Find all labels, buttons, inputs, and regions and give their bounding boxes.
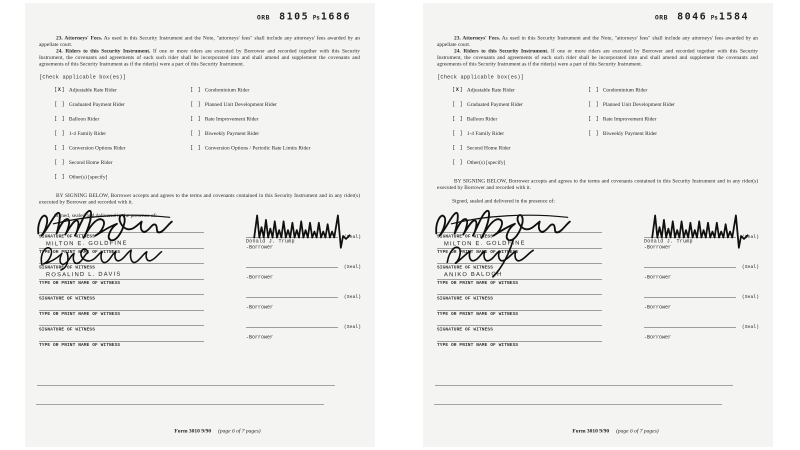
witness-field-label: TYPE OR PRINT NAME OF WITNESS bbox=[39, 280, 121, 286]
checkbox-close-bracket: ] bbox=[197, 116, 201, 122]
rider-option bbox=[190, 131, 375, 146]
witness-field bbox=[39, 224, 229, 240]
checkbox-close-bracket: ] bbox=[197, 87, 201, 93]
checkbox-close-bracket: ] bbox=[61, 159, 65, 166]
checkbox-open-bracket: [ bbox=[452, 101, 456, 108]
signature-area bbox=[437, 224, 759, 348]
rider-checkbox bbox=[54, 131, 65, 137]
checkbox-open-bracket: [ bbox=[54, 145, 58, 151]
checkbox-open-bracket: [ bbox=[190, 116, 194, 122]
rider-label: Biweekly Payment Rider bbox=[602, 130, 658, 137]
rider-row bbox=[452, 87, 773, 102]
witness-field bbox=[39, 286, 229, 302]
borrower-label: -Borrower bbox=[246, 335, 274, 341]
rider-option bbox=[190, 116, 375, 131]
checkbox-close-bracket: ] bbox=[61, 130, 65, 137]
rider-option bbox=[54, 116, 190, 131]
scanned-page-right bbox=[423, 3, 773, 447]
witness-field bbox=[39, 270, 229, 286]
witness-field-label: SIGNATURE OF WITNESS bbox=[39, 233, 96, 239]
seal-label: (Seal) bbox=[741, 324, 759, 330]
check-applicable-instruction: [Check applicable box(es)] bbox=[437, 74, 525, 81]
rider-label: Second Home Rider bbox=[466, 145, 511, 151]
rider-row bbox=[54, 131, 375, 146]
rider-option bbox=[452, 131, 588, 146]
borrower-field bbox=[644, 284, 759, 314]
checkbox-close-bracket: ] bbox=[459, 116, 463, 122]
seal-label: (Seal) bbox=[741, 234, 759, 240]
orb-label: ORB bbox=[654, 14, 669, 22]
rider-checkbox bbox=[452, 87, 463, 93]
checkbox-close-bracket: ] bbox=[595, 130, 599, 137]
rider-checkbox bbox=[452, 160, 463, 166]
witness-field-label: SIGNATURE OF WITNESS bbox=[437, 264, 494, 270]
rider-option bbox=[54, 87, 190, 102]
footer-page-count: (page 6 of 7 pages) bbox=[218, 428, 261, 434]
witness-field-label: SIGNATURE OF WITNESS bbox=[437, 233, 494, 239]
check-applicable-instruction: [Check applicable box(es)] bbox=[39, 74, 127, 81]
checkbox-open-bracket: [ bbox=[54, 116, 58, 122]
seal-label: (Seal) bbox=[343, 264, 361, 270]
section-24-paragraph bbox=[437, 48, 758, 68]
rider-row bbox=[54, 174, 375, 189]
rider-row bbox=[452, 160, 773, 175]
page-number: 1584 bbox=[718, 10, 749, 22]
seal-label: (Seal) bbox=[741, 264, 759, 270]
borrower-seal-line bbox=[246, 298, 338, 299]
rider-option bbox=[190, 87, 375, 102]
borrower-field bbox=[246, 284, 361, 314]
checkbox-open-bracket: [ bbox=[54, 101, 58, 108]
witness-field-label: SIGNATURE OF WITNESS bbox=[39, 264, 96, 270]
borrower-seal-line bbox=[246, 238, 338, 239]
rider-checkbox bbox=[588, 131, 599, 137]
borrower-seal-line bbox=[644, 298, 736, 299]
rider-label: Rate Improvement Rider bbox=[602, 116, 657, 122]
checkbox-open-bracket: [ bbox=[588, 130, 592, 137]
form-footer bbox=[458, 428, 773, 434]
borrower-seal-line bbox=[644, 238, 736, 239]
section-23-title: 23. Attorneys' Fees. bbox=[454, 35, 501, 41]
seal-label: (Seal) bbox=[343, 294, 361, 300]
witness-field bbox=[39, 317, 229, 333]
section-23-paragraph bbox=[437, 35, 758, 48]
checkbox-open-bracket: [ bbox=[54, 130, 58, 137]
page-slot-right bbox=[423, 3, 773, 447]
witness-field bbox=[437, 332, 627, 348]
rider-option bbox=[588, 102, 773, 117]
rider-label: Balloon Rider bbox=[466, 116, 498, 122]
rider-option bbox=[588, 131, 773, 146]
rider-label: Graduated Payment Rider bbox=[466, 101, 523, 108]
checkbox-close-bracket: ] bbox=[459, 101, 463, 108]
borrower-seal-line bbox=[644, 268, 736, 269]
witness-field bbox=[437, 286, 627, 302]
borrower-label: -Borrower bbox=[246, 245, 274, 251]
checkbox-open-bracket: [ bbox=[54, 159, 58, 166]
witness-field bbox=[437, 317, 627, 333]
checkbox-close-bracket: ] bbox=[595, 101, 599, 108]
rider-label: 1-4 Family Rider bbox=[466, 130, 504, 137]
page-number: 1686 bbox=[320, 10, 351, 22]
borrower-field bbox=[644, 224, 759, 254]
witness-field-label: SIGNATURE OF WITNESS bbox=[437, 326, 494, 332]
rider-row bbox=[452, 145, 773, 160]
blank-rule-1 bbox=[435, 385, 733, 386]
checkbox-close-bracket: ] bbox=[61, 145, 65, 151]
rider-option bbox=[452, 145, 588, 160]
section-23-title: 23. Attorneys' Fees. bbox=[56, 35, 103, 41]
borrower-label: -Borrower bbox=[246, 305, 274, 311]
by-signing-paragraph: BY SIGNING BELOW, Borrower accepts and agrees to the terms and covenants contained in this Security Instrument and in any rider(s) executed by Borrower and recorded with it. bbox=[437, 178, 758, 191]
rider-checkbox bbox=[190, 87, 201, 93]
witness-field bbox=[39, 332, 229, 348]
checkbox-close-bracket: ] bbox=[61, 87, 65, 93]
official-records-stamp bbox=[25, 3, 375, 22]
borrower-label: -Borrower bbox=[644, 275, 672, 281]
checkbox-open-bracket: [ bbox=[452, 159, 456, 166]
borrower-field bbox=[644, 254, 759, 284]
form-number: Form 3010 9/90 bbox=[572, 428, 610, 434]
rider-option bbox=[54, 174, 190, 189]
checkbox-open-bracket: [ bbox=[54, 174, 58, 180]
rider-label: Adjustable Rate Rider bbox=[466, 87, 515, 93]
rider-label: Adjustable Rate Rider bbox=[68, 87, 117, 93]
blank-rule-2 bbox=[434, 404, 722, 405]
checkbox-open-bracket: [ bbox=[190, 145, 194, 151]
rider-label: Biweekly Payment Rider bbox=[204, 130, 260, 137]
checkbox-open-bracket: [ bbox=[588, 116, 592, 122]
checkbox-open-bracket: [ bbox=[588, 87, 592, 93]
checkbox-close-bracket: ] bbox=[595, 87, 599, 93]
witness-column bbox=[437, 224, 627, 348]
checkbox-open-bracket: [ bbox=[452, 116, 456, 122]
checkbox-open-bracket: [ bbox=[452, 130, 456, 137]
rider-row bbox=[54, 116, 375, 131]
rider-checkbox bbox=[190, 131, 201, 137]
seal-label: (Seal) bbox=[343, 324, 361, 330]
borrower-label: -Borrower bbox=[644, 335, 672, 341]
page-prefix: Ps bbox=[710, 14, 718, 21]
checkbox-open-bracket: [ bbox=[190, 130, 194, 137]
blank-rule-2 bbox=[36, 404, 324, 405]
rider-checkbox bbox=[54, 145, 65, 151]
rider-option bbox=[452, 116, 588, 131]
borrower-seal-line bbox=[246, 328, 338, 329]
witness-field-label: SIGNATURE OF WITNESS bbox=[39, 295, 96, 301]
checkbox-mark: X bbox=[455, 87, 459, 93]
witness-field bbox=[39, 239, 229, 255]
witness-field bbox=[437, 270, 627, 286]
rider-option bbox=[54, 160, 190, 175]
rider-row bbox=[452, 102, 773, 117]
presence-line: Signed, sealed and delivered in the presence of: bbox=[452, 198, 555, 204]
page-slot-left bbox=[25, 3, 375, 447]
rider-checkbox bbox=[452, 131, 463, 137]
section-23-body: As used in this Security Instrument and the Note, "attorneys' fees" shall include any attorneys' fees awarded by an appellate court. bbox=[39, 35, 360, 48]
page-prefix: Ps bbox=[312, 14, 320, 21]
rider-option bbox=[452, 160, 588, 175]
rider-option bbox=[54, 102, 190, 117]
witness-printed-name: ANIKO BALOGH bbox=[443, 271, 503, 278]
rider-option bbox=[588, 87, 773, 102]
scanned-page-left bbox=[25, 3, 375, 447]
borrower-column bbox=[644, 224, 759, 348]
checkbox-mark: X bbox=[57, 87, 61, 93]
footer-page-count: (page 6 of 7 pages) bbox=[616, 428, 659, 434]
checkbox-close-bracket: ] bbox=[459, 159, 463, 166]
checkbox-open-bracket: [ bbox=[452, 87, 456, 93]
checkbox-close-bracket: ] bbox=[459, 130, 463, 137]
witness-printed-name: MILTON E. GOLDFINE bbox=[443, 240, 526, 247]
rider-option bbox=[452, 87, 588, 102]
rider-checkbox bbox=[588, 116, 599, 122]
witness-field bbox=[437, 239, 627, 255]
rider-checkbox bbox=[190, 145, 201, 151]
borrower-field bbox=[644, 314, 759, 344]
witness-field-label: TYPE OR PRINT NAME OF WITNESS bbox=[437, 342, 519, 348]
borrower-seal-line bbox=[246, 268, 338, 269]
borrower-seal-line bbox=[644, 328, 736, 329]
rider-label: Conversion Options Rider bbox=[68, 145, 126, 151]
borrower-label: -Borrower bbox=[644, 305, 672, 311]
book-number: 8105 bbox=[279, 10, 310, 22]
checkbox-open-bracket: [ bbox=[452, 145, 456, 151]
borrower-name: Donald J. Trump bbox=[644, 239, 693, 245]
rider-option bbox=[588, 116, 773, 131]
rider-label: Rate Improvement Rider bbox=[204, 116, 259, 122]
witness-printed-name: ROSALIND L. DAVIS bbox=[45, 271, 122, 278]
orb-label: ORB bbox=[256, 14, 271, 22]
rider-label: Condominium Rider bbox=[602, 87, 648, 93]
checkbox-close-bracket: ] bbox=[459, 145, 463, 151]
signature-area bbox=[39, 224, 361, 348]
form-number: Form 3010 9/90 bbox=[174, 428, 212, 434]
borrower-column bbox=[246, 224, 361, 348]
rider-checkbox bbox=[190, 116, 201, 122]
blank-rule-1 bbox=[37, 385, 335, 386]
rider-checkbox bbox=[588, 102, 599, 108]
by-signing-paragraph: BY SIGNING BELOW, Borrower accepts and agrees to the terms and covenants contained in this Security Instrument and in any rider(s) executed by Borrower and recorded with it. bbox=[39, 192, 360, 205]
borrower-name: Donald J. Trump bbox=[246, 239, 295, 245]
checkbox-close-bracket: ] bbox=[197, 101, 201, 108]
checkbox-close-bracket: ] bbox=[197, 145, 201, 151]
section-24-body: If one or more riders are executed by Borrower and recorded together with this Security Instrument, the covenants and agreements of each such rider shall be incorporated into and shall amend and supplement the covenants and agreements of this Security Instrument as if the rider(s) were a part of this Security Instrument. bbox=[39, 48, 360, 67]
checkbox-close-bracket: ] bbox=[61, 174, 65, 180]
rider-checkbox bbox=[588, 87, 599, 93]
rider-option bbox=[54, 145, 190, 160]
rider-checkbox bbox=[54, 174, 65, 180]
rider-option bbox=[452, 102, 588, 117]
checkbox-close-bracket: ] bbox=[197, 130, 201, 137]
witness-field-label: SIGNATURE OF WITNESS bbox=[39, 326, 96, 332]
checkbox-close-bracket: ] bbox=[459, 87, 463, 93]
witness-field-label: TYPE OR PRINT NAME OF WITNESS bbox=[437, 311, 519, 317]
witness-column bbox=[39, 224, 229, 348]
witness-field-label: TYPE OR PRINT NAME OF WITNESS bbox=[39, 249, 121, 255]
form-footer bbox=[60, 428, 375, 434]
rider-label: Other(s) [specify] bbox=[466, 159, 506, 166]
witness-field bbox=[39, 301, 229, 317]
rider-checkbox bbox=[54, 87, 65, 93]
presence-line: Signed, sealed and delivered in the presence of: bbox=[54, 212, 157, 219]
witness-field-label: TYPE OR PRINT NAME OF WITNESS bbox=[39, 342, 121, 348]
witness-field-label: TYPE OR PRINT NAME OF WITNESS bbox=[437, 280, 519, 286]
rider-checkbox bbox=[452, 102, 463, 108]
book-number: 8046 bbox=[677, 10, 708, 22]
section-23-body: As used in this Security Instrument and the Note, "attorneys' fees" shall include any attorneys' fees awarded by an appellate court. bbox=[437, 35, 758, 48]
rider-label: Other(s) [specify] bbox=[68, 174, 108, 180]
witness-field bbox=[437, 224, 627, 240]
rider-row bbox=[54, 87, 375, 102]
rider-label: Condominium Rider bbox=[204, 87, 250, 93]
rider-checkbox-list bbox=[452, 87, 773, 174]
witness-printed-name: MILTON E. GOLDFINE bbox=[45, 240, 128, 247]
rider-label: Graduated Payment Rider bbox=[68, 101, 125, 108]
rider-option bbox=[54, 131, 190, 146]
rider-row bbox=[54, 160, 375, 175]
rider-label: Second Home Rider bbox=[68, 159, 113, 166]
rider-option bbox=[190, 145, 375, 160]
witness-field bbox=[437, 255, 627, 271]
rider-label: 1-4 Family Rider bbox=[68, 130, 106, 137]
rider-checkbox bbox=[190, 102, 201, 108]
rider-checkbox bbox=[54, 116, 65, 122]
rider-row bbox=[452, 131, 773, 146]
rider-checkbox-list bbox=[54, 87, 375, 189]
borrower-label: -Borrower bbox=[644, 245, 672, 251]
checkbox-close-bracket: ] bbox=[61, 116, 65, 122]
borrower-field bbox=[246, 224, 361, 254]
official-records-stamp bbox=[423, 3, 773, 22]
borrower-field bbox=[246, 314, 361, 344]
section-24-title: 24. Riders to this Security Instrument. bbox=[454, 48, 549, 54]
checkbox-open-bracket: [ bbox=[190, 87, 194, 93]
rider-label: Planned Unit Development Rider bbox=[204, 101, 277, 108]
witness-field-label: TYPE OR PRINT NAME OF WITNESS bbox=[437, 249, 519, 255]
witness-field-label: SIGNATURE OF WITNESS bbox=[437, 295, 494, 301]
section-23-paragraph bbox=[39, 35, 360, 48]
rider-label: Conversion Options / Periodic Rate Limits Rider bbox=[204, 145, 311, 151]
rider-checkbox bbox=[452, 145, 463, 151]
borrower-field bbox=[246, 254, 361, 284]
checkbox-close-bracket: ] bbox=[595, 116, 599, 122]
seal-label: (Seal) bbox=[741, 294, 759, 300]
witness-field-label: TYPE OR PRINT NAME OF WITNESS bbox=[39, 311, 121, 317]
witness-field bbox=[39, 255, 229, 271]
rider-option bbox=[190, 102, 375, 117]
witness-field bbox=[437, 301, 627, 317]
seal-label: (Seal) bbox=[343, 234, 361, 240]
rider-row bbox=[452, 116, 773, 131]
section-24-title: 24. Riders to this Security Instrument. bbox=[56, 48, 151, 54]
rider-checkbox bbox=[54, 102, 65, 108]
checkbox-open-bracket: [ bbox=[588, 101, 592, 108]
checkbox-close-bracket: ] bbox=[61, 101, 65, 108]
borrower-label: -Borrower bbox=[246, 275, 274, 281]
checkbox-open-bracket: [ bbox=[190, 101, 194, 108]
rider-checkbox bbox=[54, 160, 65, 166]
checkbox-open-bracket: [ bbox=[54, 87, 58, 93]
rider-row bbox=[54, 102, 375, 117]
section-24-paragraph bbox=[39, 48, 360, 68]
rider-label: Planned Unit Development Rider bbox=[602, 101, 675, 108]
rider-label: Balloon Rider bbox=[68, 116, 100, 122]
rider-row bbox=[54, 145, 375, 160]
rider-checkbox bbox=[452, 116, 463, 122]
section-24-body: If one or more riders are executed by Borrower and recorded together with this Security Instrument, the covenants and agreements of each such rider shall be incorporated into and shall amend and supplement the covenants and agreements of this Security Instrument as if the rider(s) were a part of this Security Instrument. bbox=[437, 48, 758, 67]
